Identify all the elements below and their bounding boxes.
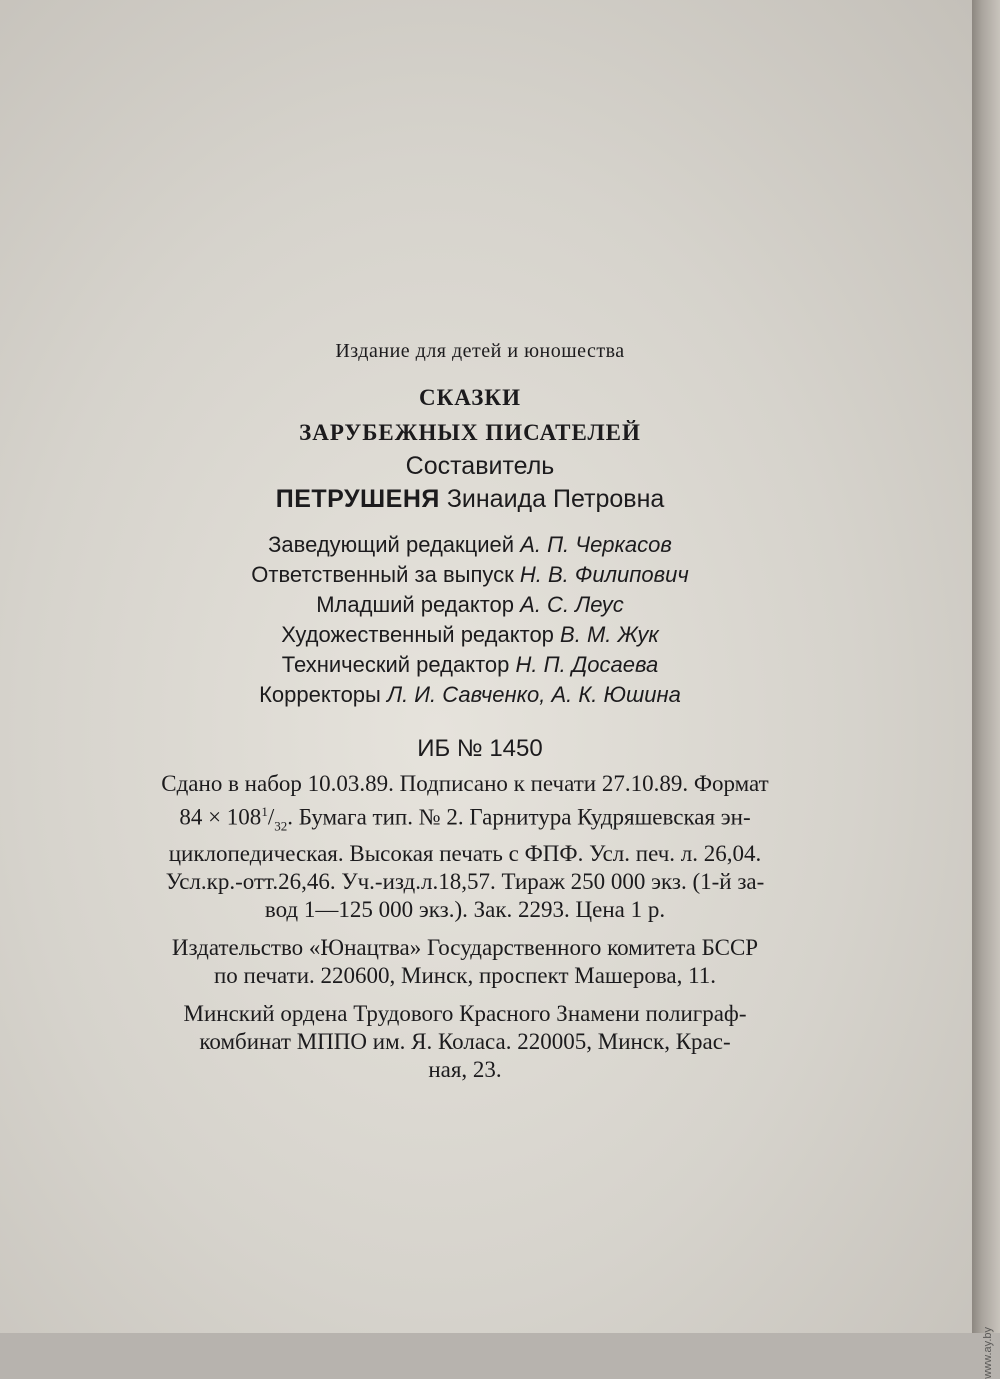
credits-list (180, 530, 760, 710)
print-details-text: . Бумага тип. № 2. Гарнитура Кудряшевская эн- (287, 804, 751, 830)
book-title-line1: СКАЗКИ (418, 385, 522, 410)
printer-line: комбинат МППО им. Я. Коласа. 220005, Минск, Крас- (199, 1029, 731, 1055)
print-details-line (75, 798, 855, 840)
credit-row (180, 560, 760, 590)
printer-line: Минский ордена Трудового Красного Знамени полиграф- (183, 1001, 747, 1027)
credit-row (180, 620, 760, 650)
publisher-info (75, 934, 855, 990)
credit-name: А. П. Черкасов (520, 532, 672, 557)
compiler-surname: ПЕТРУШЕНЯ (275, 485, 440, 513)
imprint-type: Издание для детей и юношества (335, 340, 625, 362)
printer-info (75, 1000, 855, 1084)
print-details-line: Усл.кр.-отт.26,46. Уч.-изд.л.18,57. Тираж 250 000 экз. (1-й за- (165, 869, 765, 895)
credit-row (180, 650, 760, 680)
format-fraction-denominator: 32 (274, 818, 288, 834)
printer-line: ная, 23. (428, 1057, 502, 1083)
credit-name: Л. И. Савченко, А. К. Юшина (386, 682, 681, 707)
credit-name: Н. П. Досаева (515, 652, 659, 677)
print-details-line: циклопедическая. Высокая печать с ФПФ. Усл. печ. л. 26,04. (168, 841, 762, 867)
credit-name: А. С. Леус (520, 592, 624, 617)
ib-number: ИБ № 1450 (417, 735, 543, 762)
format-fraction-numerator: 1 (261, 804, 268, 819)
print-details-block (75, 770, 855, 1094)
credit-role: Младший редактор (316, 592, 515, 617)
publisher-line: Издательство «Юнацтва» Государственного комитета БССР (171, 935, 759, 961)
credit-role: Ответственный за выпуск (251, 562, 514, 587)
book-title-line2: ЗАРУБЕЖНЫХ ПИСАТЕЛЕЙ (299, 420, 641, 445)
site-watermark: www.ay.by (982, 1327, 994, 1379)
compiler-name (200, 485, 740, 514)
print-details-line: вод 1—125 000 экз.). Зак. 2293. Цена 1 р. (264, 897, 666, 923)
publisher-line: по печати. 220600, Минск, проспект Машерова, 11. (213, 963, 716, 989)
credit-row (180, 680, 760, 710)
print-details (75, 770, 855, 924)
credit-name: В. М. Жук (560, 622, 659, 647)
page-edge (972, 0, 1000, 1333)
print-details-line: Сдано в набор 10.03.89. Подписано к печати 27.10.89. Формат (161, 771, 769, 796)
format-fraction-slash: / (267, 804, 275, 830)
credit-role: Заведующий редакцией (268, 532, 515, 557)
credit-role: Корректоры (259, 682, 381, 707)
credit-role: Технический редактор (281, 652, 510, 677)
credit-row (180, 530, 760, 560)
credit-row (180, 590, 760, 620)
format-size: 84 × 108 (179, 804, 262, 830)
compiler-label: Составитель (405, 452, 555, 480)
compiler-given-names: Зинаида Петровна (446, 485, 665, 513)
credit-name: Н. В. Филипович (519, 562, 689, 587)
credit-role: Художественный редактор (281, 622, 554, 647)
